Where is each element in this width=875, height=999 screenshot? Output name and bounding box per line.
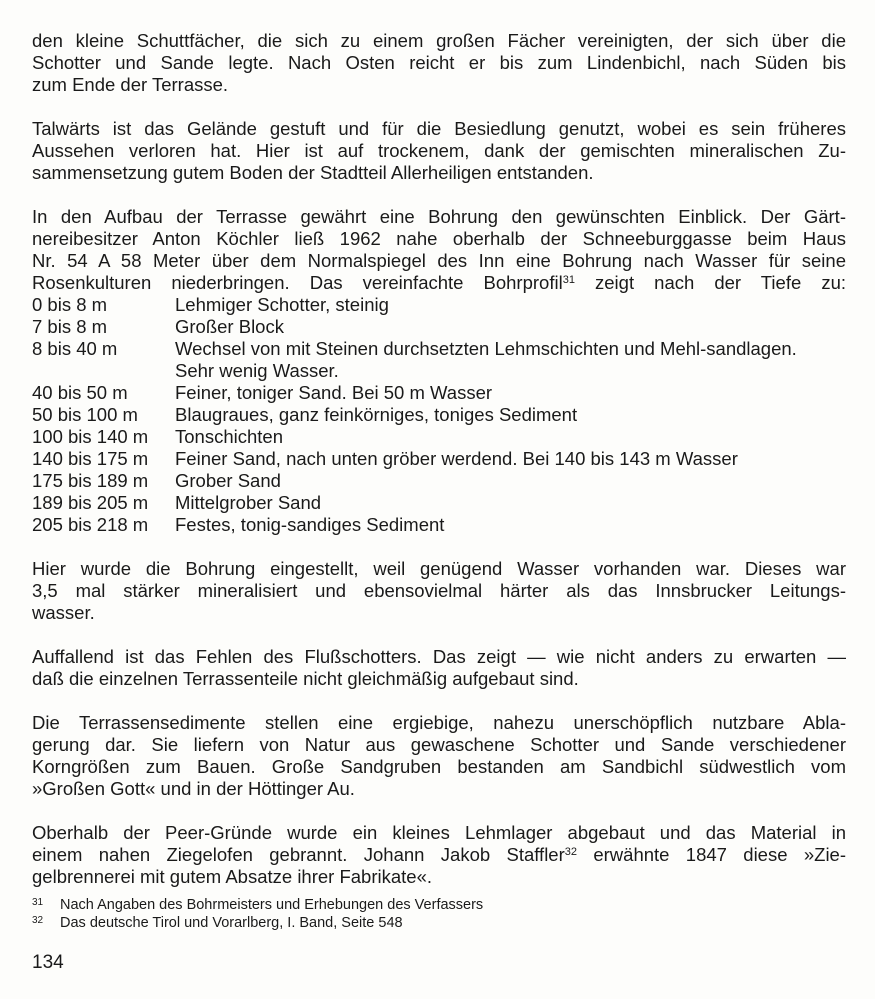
footnote: [32, 896, 846, 914]
text-line: Oberhalb der Peer-Gründe wurde ein kleines Lehmlager abgebaut und das Material in: [32, 822, 846, 843]
text-line: wasser.: [32, 602, 95, 623]
text-line: [32, 272, 846, 294]
text-line: Schotter und Sande legte. Nach Osten reicht er bis zum Lindenbichl, nach Süden bis: [32, 52, 846, 73]
profile-depth: 40 bis 50 m: [32, 382, 128, 403]
footnote-number: 32: [32, 915, 44, 926]
profile-depth: 50 bis 100 m: [32, 404, 138, 425]
paragraph-schuttfaecher: [32, 30, 846, 96]
text-line: gelbrennerei mit gutem Absatze ihrer Fabrikate«.: [32, 866, 433, 887]
footnotes: [32, 896, 846, 932]
text-line: »Großen Gott« und in der Höttinger Au.: [32, 778, 355, 799]
paragraph-bohrung: [32, 206, 846, 294]
profile-row: [32, 514, 835, 536]
profile-description: Wechsel von mit Steinen durchsetzten Lehmschichten und Mehl-sandlagen. Sehr wenig Wasser.: [175, 338, 797, 381]
drill-profile-table: [32, 294, 835, 536]
profile-description: Tonschichten: [175, 426, 283, 447]
text-line: In den Aufbau der Terrasse gewährt eine Bohrung den gewünschten Einblick. Der Gärt-: [32, 206, 846, 227]
profile-description: Lehmiger Schotter, steinig: [175, 294, 389, 315]
paragraph-flussschotter: [32, 646, 846, 690]
profile-description: Grober Sand: [175, 470, 281, 491]
profile-description: Mittelgrober Sand: [175, 492, 322, 513]
text-line: gerung dar. Sie liefern von Natur aus gewaschene Schotter und Sande verschiedener: [32, 734, 846, 755]
text-line: Nr. 54 A 58 Meter über dem Normalspiegel des Inn eine Bohrung nach Wasser für seine: [32, 250, 846, 271]
profile-depth: 8 bis 40 m: [32, 338, 118, 359]
profile-description: Festes, tonig-sandiges Sediment: [175, 514, 445, 535]
text-line: 3,5 mal stärker mineralisiert und ebensovielmal härter als das Innsbrucker Leitungs-: [32, 580, 846, 601]
text-fragment: Rosenkulturen niederbringen. Das vereinfachte Bohrprofil: [32, 272, 563, 293]
footnote-ref: 32: [564, 846, 578, 858]
paragraph-lehmlager: [32, 822, 846, 888]
text-line: [32, 844, 846, 866]
profile-depth: 0 bis 8 m: [32, 294, 108, 315]
footnote-text: Das deutsche Tirol und Vorarlberg, I. Band, Seite 548: [60, 915, 403, 931]
text-line: Talwärts ist das Gelände gestuft und für die Besiedlung genutzt, wobei es sein früheres: [32, 118, 846, 139]
profile-row: [32, 426, 835, 448]
text-line: Aussehen verloren hat. Hier ist auf trockenem, dank der gemischten mineralischen Zu-: [32, 140, 846, 161]
profile-description: Großer Block: [175, 316, 284, 337]
text-line: zum Ende der Terrasse.: [32, 74, 229, 95]
footnote-number: 31: [32, 897, 44, 908]
profile-description: Feiner Sand, nach unten gröber werdend. Bei 140 bis 143 m Wasser: [175, 448, 738, 469]
profile-description: Blaugraues, ganz feinkörniges, toniges Sediment: [175, 404, 578, 425]
footnote-text: Nach Angaben des Bohrmeisters und Erhebungen des Verfassers: [60, 897, 484, 913]
profile-depth: 140 bis 175 m: [32, 448, 149, 469]
paragraph-wasser: [32, 558, 846, 624]
text-line: den kleine Schuttfächer, die sich zu einem großen Fächer vereinigten, der sich über die: [32, 30, 846, 51]
profile-row: [32, 470, 835, 492]
text-line: Auffallend ist das Fehlen des Flußschotters. Das zeigt — wie nicht anders zu erwarten —: [32, 646, 846, 667]
profile-row: [32, 316, 835, 338]
profile-row: [32, 294, 835, 316]
text-fragment: einem nahen Ziegelofen gebrannt. Johann Jakob Staffler: [32, 844, 565, 865]
profile-row: [32, 492, 835, 514]
profile-row: [32, 338, 835, 382]
text-fragment: erwähnte 1847 diese »Zie-: [577, 844, 846, 865]
text-line: Die Terrassensedimente stellen eine ergiebige, nahezu unerschöpflich nutzbare Abla-: [32, 712, 846, 733]
footnote-ref: 31: [562, 274, 575, 286]
text-fragment: zeigt nach der Tiefe zu:: [574, 272, 846, 293]
profile-row: [32, 404, 835, 426]
text-line: daß die einzelnen Terrassenteile nicht gleichmäßig aufgebaut sind.: [32, 668, 579, 689]
profile-depth: 175 bis 189 m: [32, 470, 149, 491]
profile-depth: 100 bis 140 m: [32, 426, 149, 447]
text-line: sammensetzung gutem Boden der Stadtteil Allerheiligen entstanden.: [32, 162, 594, 183]
paragraph-talwaerts: [32, 118, 846, 184]
profile-depth: 7 bis 8 m: [32, 316, 108, 337]
footnote: [32, 914, 846, 932]
profile-row: [32, 448, 835, 470]
profile-depth: 205 bis 218 m: [32, 514, 149, 535]
profile-depth: 189 bis 205 m: [32, 492, 149, 513]
paragraph-terrassensedimente: [32, 712, 846, 800]
page-body: [32, 30, 846, 932]
text-line: nereibesitzer Anton Köchler ließ 1962 nahe oberhalb der Schneeburggasse beim Haus: [32, 228, 846, 249]
profile-row: [32, 382, 835, 404]
profile-description: Feiner, toniger Sand. Bei 50 m Wasser: [175, 382, 493, 403]
text-line: Korngrößen zum Bauen. Große Sandgruben bestanden am Sandbichl südwestlich vom: [32, 756, 846, 777]
text-line: Hier wurde die Bohrung eingestellt, weil genügend Wasser vorhanden war. Dieses war: [32, 558, 846, 579]
page-number: 134: [32, 952, 64, 973]
